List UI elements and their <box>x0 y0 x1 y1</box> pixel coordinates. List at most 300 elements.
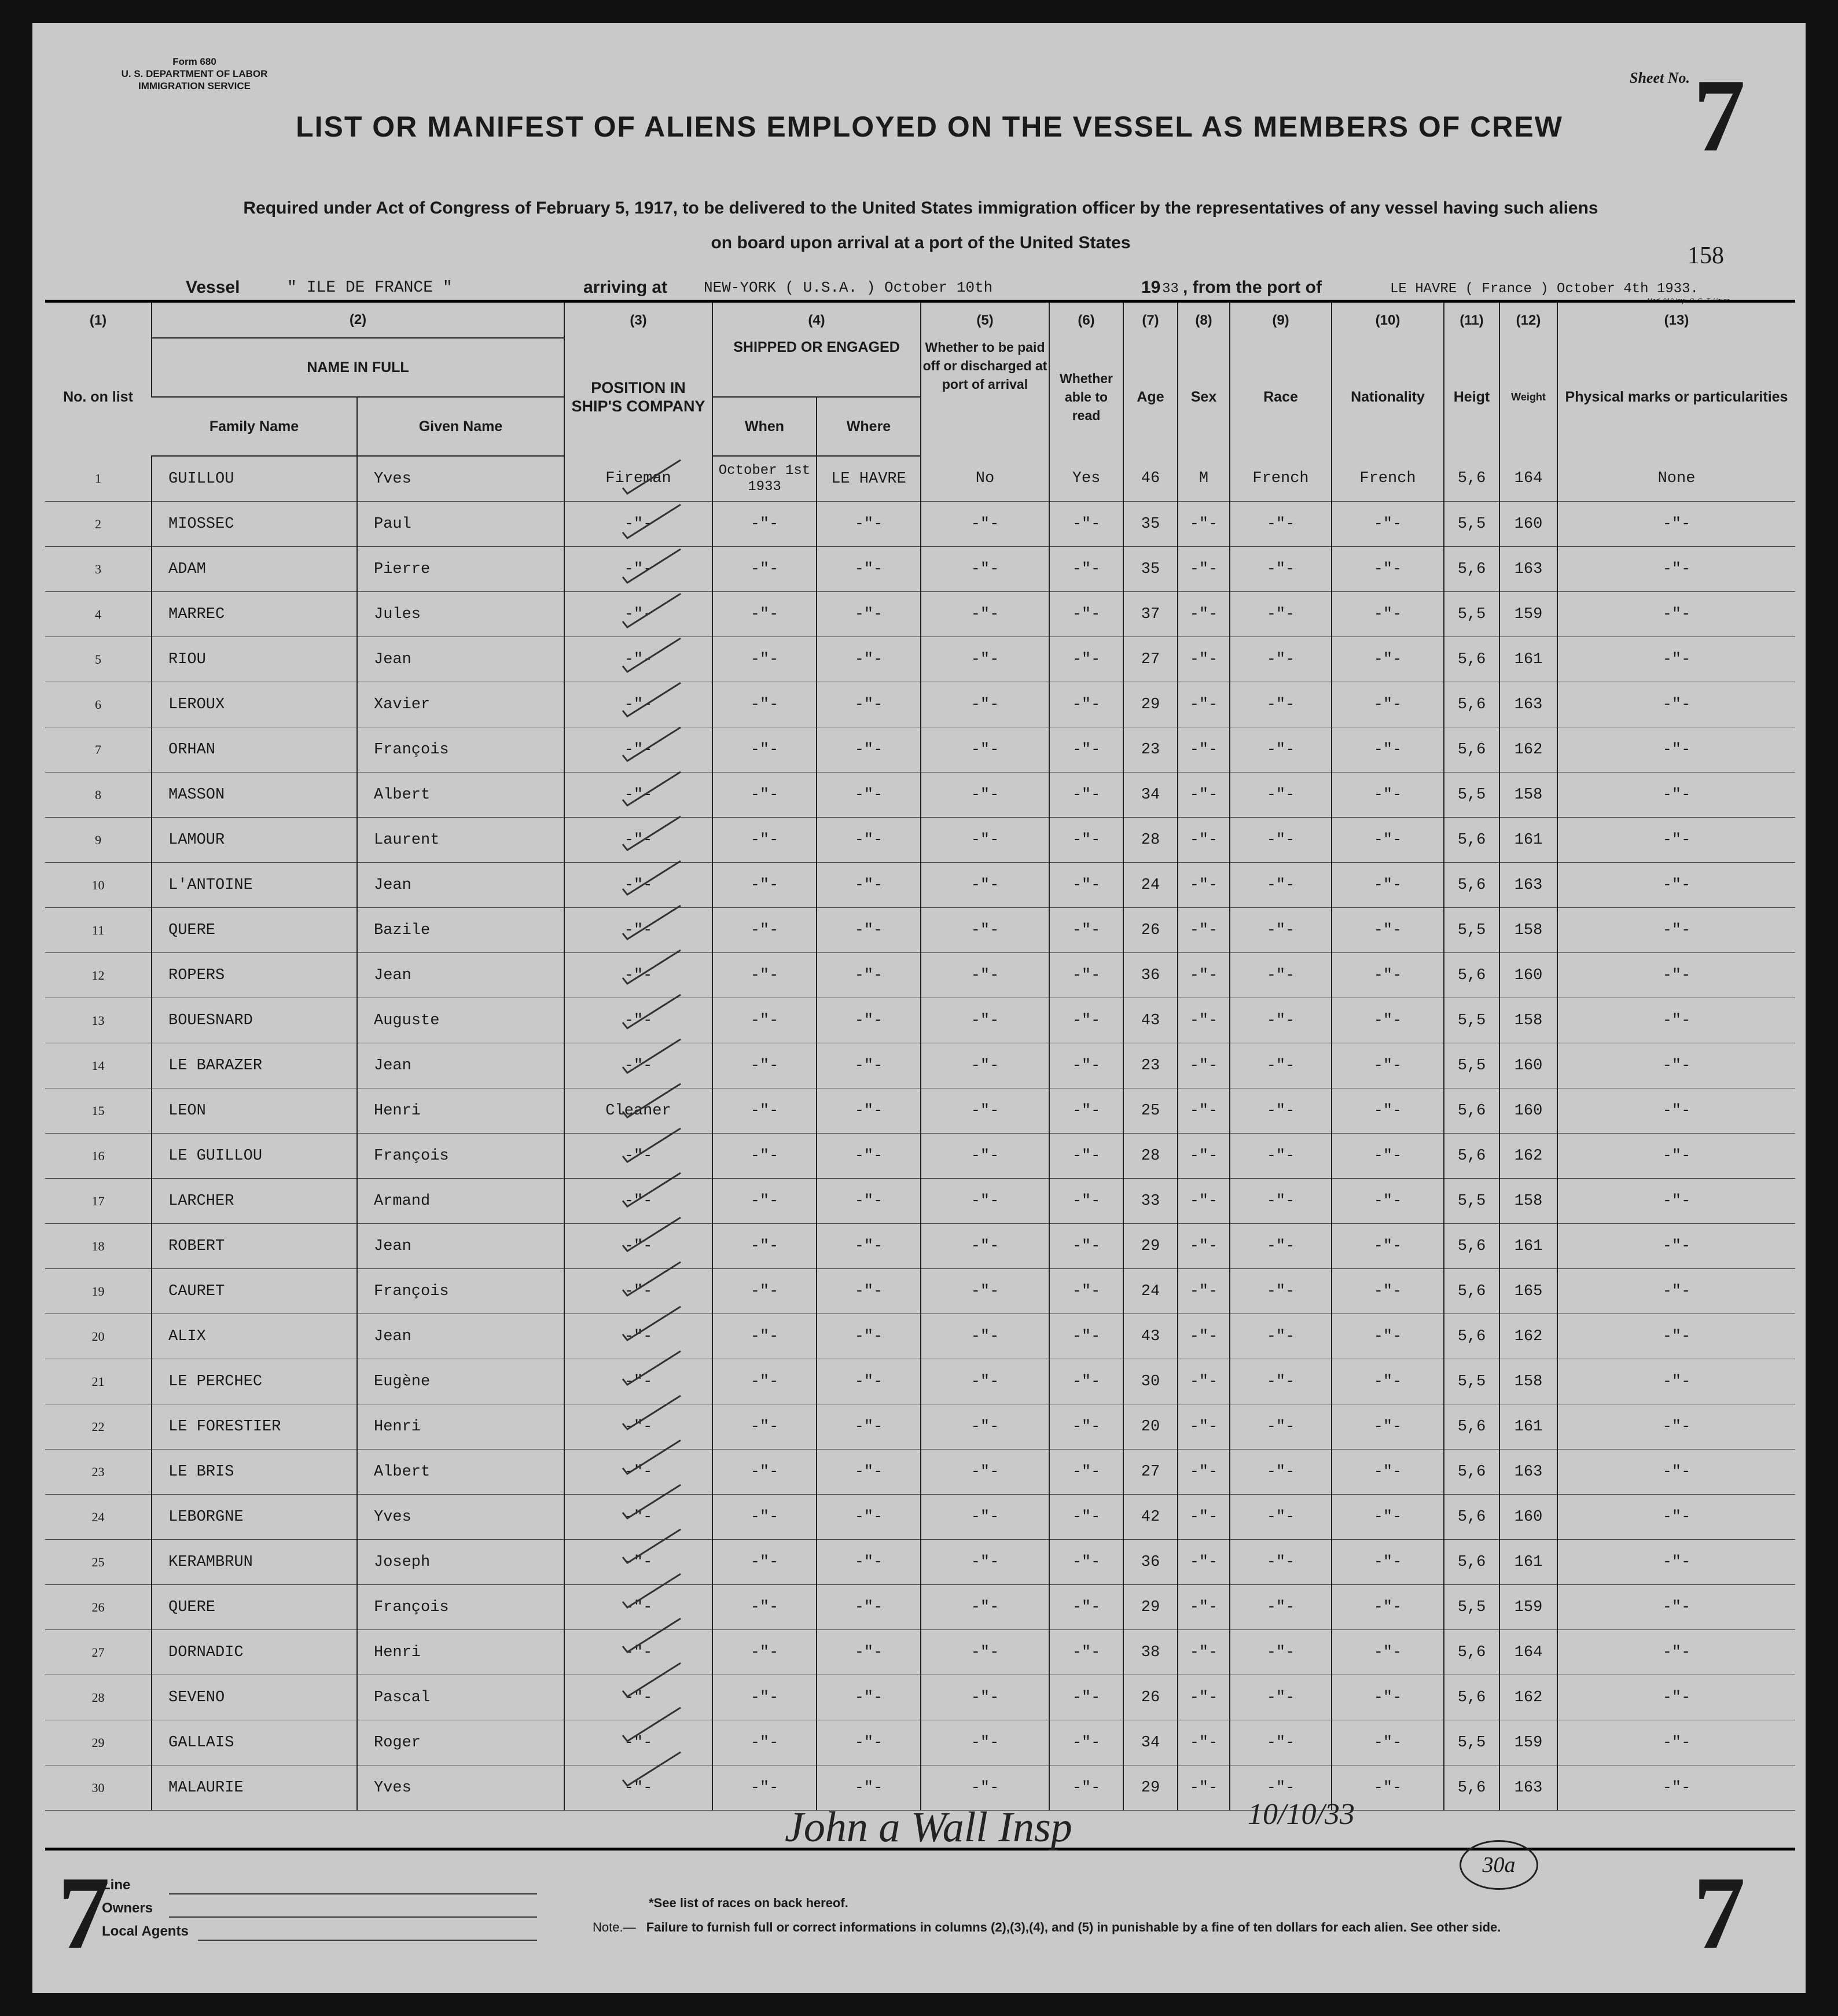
cell-marks: -"- <box>1557 547 1795 592</box>
col-num-7: (7) <box>1123 303 1178 338</box>
cell-sex: -"- <box>1178 1134 1230 1179</box>
cell-family: LE GUILLOU <box>152 1134 357 1179</box>
table-row <box>45 1314 1795 1359</box>
cell-weight: 161 <box>1499 818 1557 863</box>
cell-no: 9 <box>45 818 152 863</box>
cell-marks: -"- <box>1557 908 1795 953</box>
cell-race: -"- <box>1230 1450 1332 1495</box>
cell-discharged: -"- <box>921 1179 1049 1224</box>
cell-no: 5 <box>45 637 152 682</box>
cell-marks: -"- <box>1557 637 1795 682</box>
cell-height: 5,6 <box>1444 637 1499 682</box>
cell-where: -"- <box>817 1675 921 1720</box>
cell-read: -"- <box>1049 727 1123 772</box>
cell-no: 10 <box>45 863 152 908</box>
cell-race: -"- <box>1230 1359 1332 1404</box>
cell-given: Auguste <box>357 998 564 1043</box>
cell-weight: 162 <box>1499 1314 1557 1359</box>
cell-discharged: -"- <box>921 1043 1049 1088</box>
cell-discharged: No <box>921 456 1049 502</box>
cell-no: 1 <box>45 456 152 502</box>
cell-where: -"- <box>817 1630 921 1675</box>
departure-port: LE HAVRE ( France ) October 4th 1933. <box>1390 281 1699 297</box>
cell-family: GUILLOU <box>152 456 357 502</box>
table-row <box>45 1043 1795 1088</box>
cell-race: -"- <box>1230 818 1332 863</box>
cell-race: -"- <box>1230 1675 1332 1720</box>
inspector-signature: John a Wall Insp <box>785 1804 1072 1851</box>
cell-marks: -"- <box>1557 1224 1795 1269</box>
cell-when: -"- <box>712 1269 817 1314</box>
cell-age: 24 <box>1123 863 1178 908</box>
cell-where: -"- <box>817 772 921 818</box>
header-height: Heigt <box>1444 338 1499 456</box>
cell-race: -"- <box>1230 727 1332 772</box>
cell-nationality: -"- <box>1332 1450 1444 1495</box>
cell-read: -"- <box>1049 1720 1123 1765</box>
cell-sex: -"- <box>1178 1179 1230 1224</box>
cell-sex: -"- <box>1178 1675 1230 1720</box>
note-label: Note.— <box>593 1920 636 1934</box>
arrival-port: NEW-YORK ( U.S.A. ) October 10th <box>704 279 993 296</box>
cell-no: 26 <box>45 1585 152 1630</box>
cell-position: -"- <box>564 1720 712 1765</box>
cell-weight: 163 <box>1499 863 1557 908</box>
header-position: POSITION IN SHIP'S COMPANY <box>564 338 712 456</box>
cell-race: -"- <box>1230 1134 1332 1179</box>
cell-sex: -"- <box>1178 592 1230 637</box>
cell-no: 21 <box>45 1359 152 1404</box>
cell-no: 19 <box>45 1269 152 1314</box>
cell-weight: 159 <box>1499 1585 1557 1630</box>
cell-race: -"- <box>1230 1540 1332 1585</box>
cell-sex: -"- <box>1178 727 1230 772</box>
cell-age: 28 <box>1123 818 1178 863</box>
cell-no: 2 <box>45 502 152 547</box>
cell-age: 29 <box>1123 682 1178 727</box>
page-subtitle <box>67 191 1774 260</box>
cell-age: 29 <box>1123 1585 1178 1630</box>
cell-nationality: -"- <box>1332 502 1444 547</box>
cell-weight: 163 <box>1499 547 1557 592</box>
cell-sex: M <box>1178 456 1230 502</box>
cell-given: Bazile <box>357 908 564 953</box>
cell-given: Henri <box>357 1630 564 1675</box>
cell-no: 6 <box>45 682 152 727</box>
cell-position: -"- <box>564 1675 712 1720</box>
cell-height: 5,6 <box>1444 1314 1499 1359</box>
cell-family: MIOSSEC <box>152 502 357 547</box>
cell-nationality: -"- <box>1332 1495 1444 1540</box>
cell-nationality: -"- <box>1332 1630 1444 1675</box>
cell-sex: -"- <box>1178 1404 1230 1450</box>
cell-height: 5,5 <box>1444 1179 1499 1224</box>
cell-marks: -"- <box>1557 1088 1795 1134</box>
cell-when: -"- <box>712 1540 817 1585</box>
line-rule <box>169 1893 537 1894</box>
col-num-11: (11) <box>1444 303 1499 338</box>
cell-position: -"- <box>564 908 712 953</box>
cell-when: -"- <box>712 1765 817 1811</box>
col-num-1: (1) <box>89 312 107 328</box>
cell-given: Jean <box>357 1224 564 1269</box>
cell-given: Paul <box>357 502 564 547</box>
cell-height: 5,6 <box>1444 1675 1499 1720</box>
header-weight: Weight <box>1499 338 1557 456</box>
cell-read: -"- <box>1049 1224 1123 1269</box>
cell-family: LEBORGNE <box>152 1495 357 1540</box>
cell-height: 5,5 <box>1444 1585 1499 1630</box>
header-when: When <box>712 397 817 456</box>
cell-weight: 158 <box>1499 998 1557 1043</box>
cell-read: -"- <box>1049 908 1123 953</box>
cell-height: 5,5 <box>1444 1720 1499 1765</box>
cell-nationality: -"- <box>1332 1088 1444 1134</box>
cell-position: Cleaner <box>564 1088 712 1134</box>
cell-where: -"- <box>817 592 921 637</box>
cell-nationality: -"- <box>1332 953 1444 998</box>
cell-where: -"- <box>817 863 921 908</box>
cell-marks: -"- <box>1557 1043 1795 1088</box>
cell-nationality: -"- <box>1332 818 1444 863</box>
table-row <box>45 772 1795 818</box>
cell-no: 30 <box>45 1765 152 1811</box>
table-row <box>45 1179 1795 1224</box>
header-read: Whether able to read <box>1049 338 1123 456</box>
cell-race: -"- <box>1230 772 1332 818</box>
cell-read: -"- <box>1049 998 1123 1043</box>
cell-no: 25 <box>45 1540 152 1585</box>
cell-nationality: -"- <box>1332 1585 1444 1630</box>
cell-race: -"- <box>1230 1269 1332 1314</box>
cell-discharged: -"- <box>921 1675 1049 1720</box>
cell-height: 5,5 <box>1444 998 1499 1043</box>
year-suffix: 33 <box>1162 281 1179 297</box>
cell-height: 5,6 <box>1444 1630 1499 1675</box>
cell-when: -"- <box>712 1675 817 1720</box>
cell-sex: -"- <box>1178 908 1230 953</box>
cell-position: -"- <box>564 1585 712 1630</box>
cell-when: -"- <box>712 1043 817 1088</box>
cell-when: -"- <box>712 1314 817 1359</box>
vessel-name: " ILE DE FRANCE " <box>287 279 453 297</box>
cell-height: 5,5 <box>1444 772 1499 818</box>
cell-read: -"- <box>1049 1675 1123 1720</box>
cell-read: -"- <box>1049 682 1123 727</box>
corner-number-left: 7 <box>58 1855 110 1970</box>
cell-given: Jean <box>357 953 564 998</box>
cell-where: -"- <box>817 1450 921 1495</box>
cell-nationality: -"- <box>1332 1404 1444 1450</box>
cell-weight: 158 <box>1499 772 1557 818</box>
cell-when: -"- <box>712 637 817 682</box>
cell-read: -"- <box>1049 1088 1123 1134</box>
cell-family: RIOU <box>152 637 357 682</box>
cell-sex: -"- <box>1178 1269 1230 1314</box>
cell-sex: -"- <box>1178 1585 1230 1630</box>
cell-marks: -"- <box>1557 1269 1795 1314</box>
cell-family: MARREC <box>152 592 357 637</box>
cell-weight: 160 <box>1499 1043 1557 1088</box>
cell-given: Laurent <box>357 818 564 863</box>
cell-position: -"- <box>564 1540 712 1585</box>
header-name-in-full: NAME IN FULL <box>152 338 564 397</box>
cell-height: 5,6 <box>1444 682 1499 727</box>
manifest-sheet <box>32 23 1806 1993</box>
cell-race: -"- <box>1230 1179 1332 1224</box>
year-prefix: 19 <box>1141 278 1161 297</box>
cell-discharged: -"- <box>921 818 1049 863</box>
cell-sex: -"- <box>1178 998 1230 1043</box>
sheet-label: Sheet No. <box>1630 69 1690 86</box>
table-row <box>45 863 1795 908</box>
cell-sex: -"- <box>1178 1540 1230 1585</box>
cell-when: -"- <box>712 1179 817 1224</box>
cell-no: 20 <box>45 1314 152 1359</box>
cell-family: LEON <box>152 1088 357 1134</box>
cell-race: -"- <box>1230 1720 1332 1765</box>
cell-marks: -"- <box>1557 998 1795 1043</box>
cell-sex: -"- <box>1178 547 1230 592</box>
cell-no: 27 <box>45 1630 152 1675</box>
header-given-name: Given Name <box>357 397 564 456</box>
table-row <box>45 547 1795 592</box>
cell-height: 5,5 <box>1444 908 1499 953</box>
table-row <box>45 1359 1795 1404</box>
agents-rule <box>198 1940 537 1941</box>
cell-nationality: -"- <box>1332 1314 1444 1359</box>
cell-discharged: -"- <box>921 1404 1049 1450</box>
cell-when: -"- <box>712 1359 817 1404</box>
cell-where: -"- <box>817 1720 921 1765</box>
cell-age: 24 <box>1123 1269 1178 1314</box>
cell-height: 5,5 <box>1444 1359 1499 1404</box>
cell-nationality: -"- <box>1332 772 1444 818</box>
cell-weight: 158 <box>1499 1179 1557 1224</box>
cell-marks: None <box>1557 456 1795 502</box>
table-row <box>45 727 1795 772</box>
cell-when: -"- <box>712 1134 817 1179</box>
cell-when: -"- <box>712 908 817 953</box>
cell-given: Pierre <box>357 547 564 592</box>
header-age: Age <box>1123 338 1178 456</box>
cell-given: Pascal <box>357 1675 564 1720</box>
cell-discharged: -"- <box>921 1314 1049 1359</box>
cell-marks: -"- <box>1557 1359 1795 1404</box>
cell-position: -"- <box>564 1359 712 1404</box>
cell-when: -"- <box>712 1720 817 1765</box>
cell-read: -"- <box>1049 953 1123 998</box>
cell-read: -"- <box>1049 1359 1123 1404</box>
table-row <box>45 1720 1795 1765</box>
table-row <box>45 1630 1795 1675</box>
cell-discharged: -"- <box>921 1088 1049 1134</box>
cell-marks: -"- <box>1557 1630 1795 1675</box>
footer-labels <box>102 1874 189 1943</box>
cell-given: François <box>357 1134 564 1179</box>
cell-sex: -"- <box>1178 1630 1230 1675</box>
cell-weight: 163 <box>1499 1765 1557 1811</box>
owners-rule <box>169 1916 537 1918</box>
cell-marks: -"- <box>1557 1720 1795 1765</box>
cell-marks: -"- <box>1557 1495 1795 1540</box>
cell-sex: -"- <box>1178 682 1230 727</box>
cell-discharged: -"- <box>921 1224 1049 1269</box>
cell-nationality: -"- <box>1332 682 1444 727</box>
cell-weight: 161 <box>1499 1404 1557 1450</box>
cell-position: -"- <box>564 1134 712 1179</box>
cell-age: 42 <box>1123 1495 1178 1540</box>
cell-marks: -"- <box>1557 1765 1795 1811</box>
cell-nationality: -"- <box>1332 1359 1444 1404</box>
cell-height: 5,6 <box>1444 1134 1499 1179</box>
cell-family: LEROUX <box>152 682 357 727</box>
cell-position: -"- <box>564 1179 712 1224</box>
cell-weight: 165 <box>1499 1269 1557 1314</box>
cell-discharged: -"- <box>921 592 1049 637</box>
crew-table-grid <box>45 303 1795 1811</box>
races-note: *See list of races on back hereof. <box>649 1896 848 1910</box>
cell-sex: -"- <box>1178 863 1230 908</box>
cell-race: -"- <box>1230 1495 1332 1540</box>
cell-when: -"- <box>712 1088 817 1134</box>
cell-marks: -"- <box>1557 592 1795 637</box>
cell-marks: -"- <box>1557 953 1795 998</box>
arriving-label: arriving at <box>583 278 668 297</box>
cell-height: 5,6 <box>1444 727 1499 772</box>
cell-weight: 163 <box>1499 682 1557 727</box>
cell-age: 26 <box>1123 1675 1178 1720</box>
cell-where: -"- <box>817 1179 921 1224</box>
cell-position: -"- <box>564 953 712 998</box>
cell-given: Joseph <box>357 1540 564 1585</box>
cell-family: LE BARAZER <box>152 1043 357 1088</box>
cell-no: 24 <box>45 1495 152 1540</box>
table-row <box>45 1269 1795 1314</box>
table-row <box>45 1450 1795 1495</box>
cell-no: 8 <box>45 772 152 818</box>
voyage-line <box>186 278 240 297</box>
cell-read: -"- <box>1049 547 1123 592</box>
cell-height: 5,6 <box>1444 863 1499 908</box>
cell-sex: -"- <box>1178 1765 1230 1811</box>
cell-position: -"- <box>564 772 712 818</box>
cell-race: -"- <box>1230 637 1332 682</box>
cell-when: -"- <box>712 1450 817 1495</box>
cell-no: 12 <box>45 953 152 998</box>
cell-height: 5,6 <box>1444 953 1499 998</box>
cell-height: 5,6 <box>1444 1269 1499 1314</box>
cell-nationality: -"- <box>1332 1540 1444 1585</box>
cell-marks: -"- <box>1557 1450 1795 1495</box>
cell-given: Albert <box>357 772 564 818</box>
cell-where: -"- <box>817 727 921 772</box>
cell-read: -"- <box>1049 592 1123 637</box>
page-number: 158 <box>1688 242 1724 269</box>
table-row <box>45 1088 1795 1134</box>
note <box>593 1920 1501 1935</box>
cell-nationality: -"- <box>1332 637 1444 682</box>
cell-height: 5,6 <box>1444 1540 1499 1585</box>
cell-where: -"- <box>817 1540 921 1585</box>
cell-read: -"- <box>1049 1043 1123 1088</box>
line-label: Line <box>102 1877 131 1893</box>
cell-given: Jules <box>357 592 564 637</box>
signature-date: 10/10/33 <box>1248 1798 1355 1831</box>
table-row <box>45 1540 1795 1585</box>
cell-marks: -"- <box>1557 682 1795 727</box>
cell-race: -"- <box>1230 908 1332 953</box>
cell-where: -"- <box>817 1495 921 1540</box>
cell-no: 16 <box>45 1134 152 1179</box>
cell-age: 43 <box>1123 998 1178 1043</box>
cell-position: -"- <box>564 637 712 682</box>
cell-race: -"- <box>1230 1765 1332 1811</box>
cell-family: CAURET <box>152 1269 357 1314</box>
cell-race: -"- <box>1230 953 1332 998</box>
sheet-number: 7 <box>1693 58 1745 173</box>
cell-read: -"- <box>1049 1314 1123 1359</box>
cell-sex: -"- <box>1178 1720 1230 1765</box>
cell-where: -"- <box>817 1314 921 1359</box>
cell-given: Yves <box>357 1765 564 1811</box>
cell-age: 23 <box>1123 1043 1178 1088</box>
table-row <box>45 502 1795 547</box>
cell-family: GALLAIS <box>152 1720 357 1765</box>
cell-when: -"- <box>712 1630 817 1675</box>
cell-nationality: -"- <box>1332 547 1444 592</box>
cell-nationality: -"- <box>1332 1720 1444 1765</box>
cell-race: -"- <box>1230 1404 1332 1450</box>
cell-height: 5,5 <box>1444 502 1499 547</box>
cell-read: -"- <box>1049 1540 1123 1585</box>
cell-given: Yves <box>357 1495 564 1540</box>
header-family-name: Family Name <box>152 397 357 456</box>
cell-discharged: -"- <box>921 1540 1049 1585</box>
cell-no: 7 <box>45 727 152 772</box>
cell-position: -"- <box>564 1269 712 1314</box>
cell-weight: 158 <box>1499 908 1557 953</box>
stamp: 30a <box>1460 1840 1538 1890</box>
cell-no: 15 <box>45 1088 152 1134</box>
cell-given: François <box>357 1269 564 1314</box>
cell-where: -"- <box>817 637 921 682</box>
note-text: Failure to furnish full or correct informations in columns (2),(3),(4), and (5) in punishable by a fine of ten dollars for each alien. See other side. <box>646 1920 1501 1934</box>
cell-discharged: -"- <box>921 772 1049 818</box>
cell-discharged: -"- <box>921 1720 1049 1765</box>
cell-position: -"- <box>564 1043 712 1088</box>
cell-no: 18 <box>45 1224 152 1269</box>
cell-weight: 161 <box>1499 1540 1557 1585</box>
cell-family: QUERE <box>152 908 357 953</box>
cell-read: -"- <box>1049 863 1123 908</box>
cell-read: -"- <box>1049 502 1123 547</box>
table-row <box>45 1224 1795 1269</box>
cell-discharged: -"- <box>921 1134 1049 1179</box>
cell-weight: 160 <box>1499 953 1557 998</box>
col-num-10: (10) <box>1332 303 1444 338</box>
cell-given: Armand <box>357 1179 564 1224</box>
cell-family: ROBERT <box>152 1224 357 1269</box>
cell-when: -"- <box>712 727 817 772</box>
cell-height: 5,6 <box>1444 1088 1499 1134</box>
cell-marks: -"- <box>1557 1179 1795 1224</box>
cell-marks: -"- <box>1557 727 1795 772</box>
cell-age: 29 <box>1123 1765 1178 1811</box>
cell-read: -"- <box>1049 1450 1123 1495</box>
cell-when: -"- <box>712 998 817 1043</box>
cell-read: -"- <box>1049 1765 1123 1811</box>
